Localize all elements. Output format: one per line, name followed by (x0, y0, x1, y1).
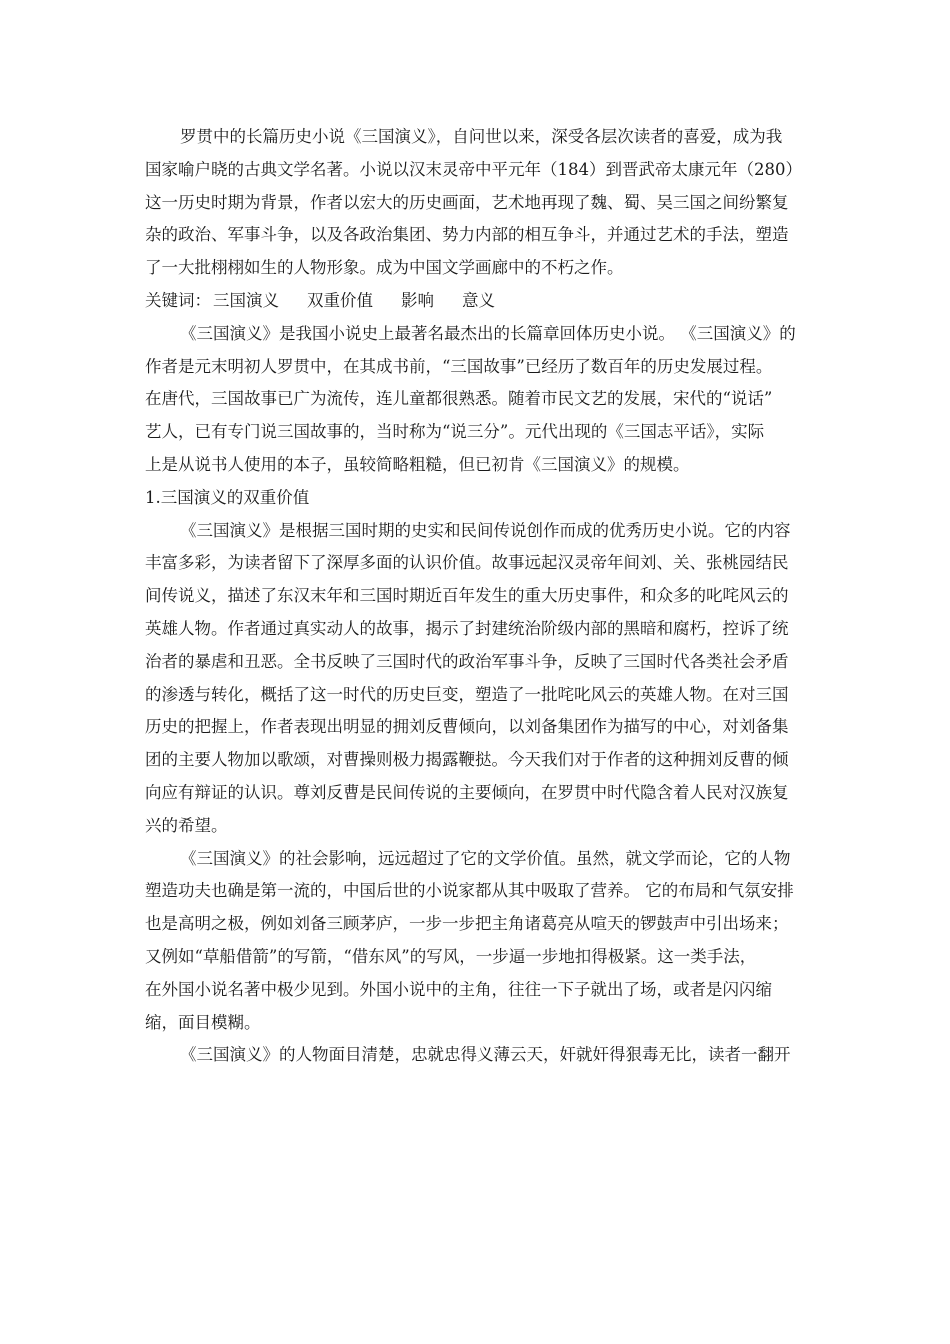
paragraph-line: 兴的希望。 (145, 815, 228, 835)
document-page (145, 121, 809, 1072)
keywords-label: 关键词： (145, 290, 211, 310)
paragraph-line: 团的主要人物加以歌颂，对曹操则极力揭露鞭挞。今天我们对于作者的这种拥刘反曹的倾 (145, 750, 789, 770)
paragraph-line: 间传说义，描述了东汉末年和三国时期近百年发生的重大历史事件，和众多的叱咤风云的 (145, 586, 789, 606)
section-paragraph-3 (145, 1039, 809, 1072)
section-heading: 1.三国演义的双重价值 (145, 487, 310, 507)
intro-line: 上是从说书人使用的本子，虽较简略粗糙，但已初肯《三国演义》的规模。 (145, 454, 690, 474)
keywords-line (145, 285, 809, 318)
abstract-line: 杂的政治、军事斗争，以及各政治集团、势力内部的相互争斗，并通过艺术的手法，塑造 (145, 225, 789, 245)
keyword: 双重价值 (307, 290, 373, 310)
paragraph-line: 塑造功夫也确是第一流的，中国后世的小说家都从其中吸取了营养。 它的布局和气氛安排 (145, 881, 794, 901)
section-paragraph-2 (145, 843, 809, 1040)
keyword: 三国演义 (213, 290, 279, 310)
intro-line: 《三国演义》是我国小说史上最著名最杰出的长篇章回体历史小说。 《三国演义》的 (180, 323, 796, 343)
paragraph-line: 《三国演义》的社会影响，远远超过了它的文学价值。虽然，就文学而论，它的人物 (180, 848, 791, 868)
paragraph-line: 又例如“草船借箭”的写箭，“借东风”的写风，一步逼一步地扣得极紧。这一类手法， (145, 946, 757, 966)
abstract-paragraph (145, 121, 809, 285)
intro-line: 作者是元末明初人罗贯中，在其成书前，“三国故事”已经历了数百年的历史发展过程。 (145, 356, 773, 376)
intro-line: 在唐代，三国故事已广为流传，连儿童都很熟悉。随着市民文艺的发展，宋代的“说话” (145, 389, 773, 409)
abstract-line: 国家喻户晓的古典文学名著。小说以汉末灵帝中平元年（184）到晋武帝太康元年（280） (145, 159, 802, 179)
paragraph-line: 《三国演义》是根据三国时期的史实和民间传说创作而成的优秀历史小说。它的内容 (180, 520, 791, 540)
paragraph-line: 缩，面目模糊。 (145, 1012, 261, 1032)
paragraph-line: 在外国小说名著中极少见到。外国小说中的主角，往往一下子就出了场，或者是闪闪缩 (145, 979, 772, 999)
paragraph-line: 治者的暴虐和丑恶。全书反映了三国时代的政治军事斗争，反映了三国时代各类社会矛盾 (145, 651, 789, 671)
paragraph-line: 英雄人物。作者通过真实动人的故事，揭示了封建统治阶级内部的黑暗和腐朽，控诉了统 (145, 618, 789, 638)
intro-paragraph (145, 318, 809, 482)
paragraph-line: 的渗透与转化，概括了这一时代的历史巨变，塑造了一批咤叱风云的英雄人物。在对三国 (145, 684, 789, 704)
paragraph-line: 向应有辩证的认识。尊刘反曹是民间传说的主要倾向，在罗贯中时代隐含着人民对汉族复 (145, 782, 789, 802)
paragraph-line: 《三国演义》的人物面目清楚，忠就忠得义薄云天，奸就奸得狠毒无比，读者一翻开 (180, 1045, 791, 1065)
section-paragraph-1 (145, 515, 809, 843)
intro-line: 艺人，已有专门说三国故事的，当时称为“说三分”。元代出现的《三国志平话》，实际 (145, 422, 765, 442)
keyword: 意义 (462, 290, 495, 310)
paragraph-line: 也是高明之极，例如刘备三顾茅庐，一步一步把主角诸葛亮从喧天的锣鼓声中引出场来； (145, 914, 789, 934)
keyword: 影响 (401, 290, 434, 310)
abstract-line: 这一历史时期为背景，作者以宏大的历史画面，艺术地再现了魏、蜀、吴三国之间纷繁复 (145, 192, 789, 212)
abstract-line: 了一大批栩栩如生的人物形象。成为中国文学画廊中的不朽之作。 (145, 258, 624, 278)
paragraph-line: 历史的把握上，作者表现出明显的拥刘反曹倾向，以刘备集团作为描写的中心，对刘备集 (145, 717, 789, 737)
abstract-line: 罗贯中的长篇历史小说《三国演义》，自问世以来，深受各层次读者的喜爱，成为我 (180, 127, 783, 146)
paragraph-line: 丰富多彩，为读者留下了深厚多面的认识价值。故事远起汉灵帝年间刘、关、张桃园结民 (145, 553, 789, 573)
